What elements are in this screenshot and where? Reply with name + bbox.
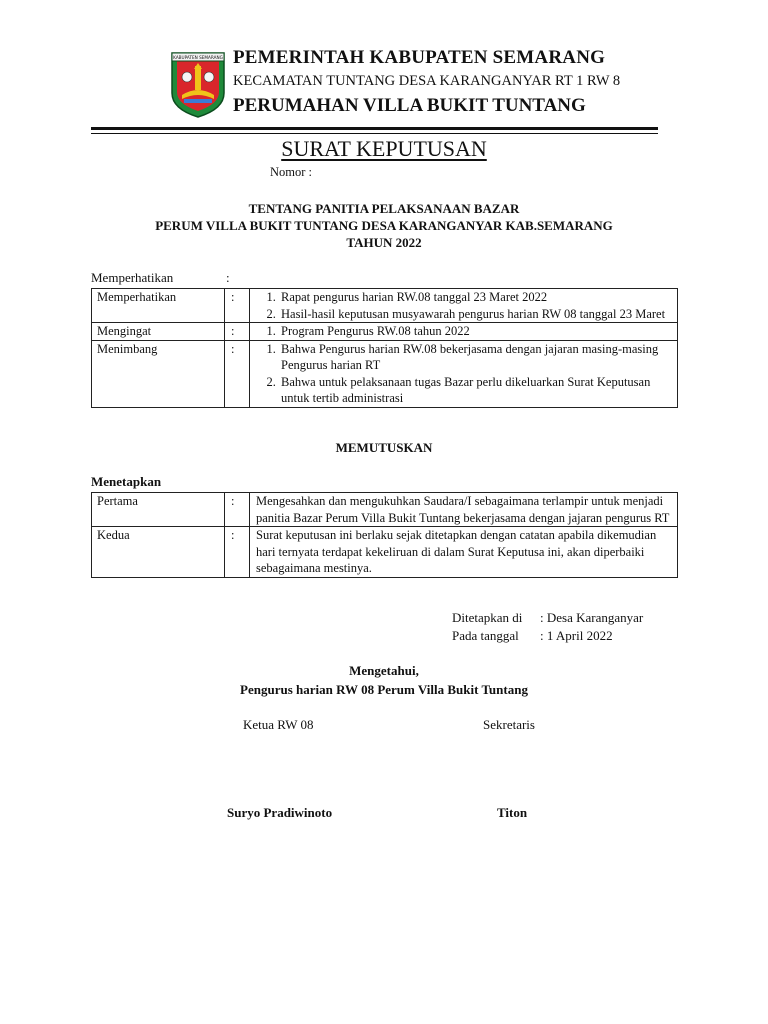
svg-text:KABUPATEN SEMARANG: KABUPATEN SEMARANG bbox=[173, 55, 223, 60]
table-row bbox=[92, 340, 678, 407]
list-item: 1. Program Pengurus RW.08 tahun 2022 bbox=[279, 323, 672, 340]
document-title-wrap bbox=[0, 136, 768, 162]
acknowledgement-line-2: Pengurus harian RW 08 Perum Villa Bukit Tuntang bbox=[240, 682, 528, 697]
subject-line-2: PERUM VILLA BUKIT TUNTANG DESA KARANGANYAR KAB.SEMARANG bbox=[155, 218, 613, 233]
decisions-table bbox=[91, 492, 678, 578]
row-colon: : bbox=[225, 340, 250, 407]
letterhead-address: KECAMATAN TUNTANG DESA KARANGANYAR RT 1 RW 8 bbox=[233, 73, 621, 89]
letterhead-divider-thick bbox=[91, 127, 658, 130]
list-item: 1. Bahwa Pengurus harian RW.08 bekerjasama dengan jajaran masing-masing Pengurus harian RT bbox=[279, 341, 672, 374]
numbered-list bbox=[255, 289, 672, 322]
numbered-list bbox=[255, 323, 672, 340]
signatory-role-chair: Ketua RW 08 bbox=[243, 717, 314, 732]
row-label: Mengingat bbox=[92, 323, 225, 341]
enactment-place-value: : Desa Karanganyar bbox=[540, 610, 644, 625]
signatory-name-secretary: Titon bbox=[497, 805, 528, 820]
row-content: Mengesahkan dan mengukuhkan Saudara/I sebagaimana terlampir untuk menjadi panitia Bazar Perum Villa Bukit Tuntang bekerjasama dengan jajaran pengurus RT bbox=[250, 493, 678, 527]
row-colon: : bbox=[225, 527, 250, 578]
row-content bbox=[250, 289, 678, 323]
considerations-table bbox=[91, 288, 678, 408]
row-label: Kedua bbox=[92, 527, 225, 578]
row-colon: : bbox=[225, 493, 250, 527]
subject-line-1: TENTANG PANITIA PELAKSANAAN BAZAR bbox=[248, 201, 520, 216]
document-subject bbox=[0, 200, 768, 251]
letterhead-housing-name: PERUMAHAN VILLA BUKIT TUNTANG bbox=[233, 95, 586, 116]
row-content: Surat keputusan ini berlaku sejak ditetapkan dengan catatan apabila dikemudian hari ternyata terdapat kekeliruan di dalam Surat Keputusa ini, akan diperbaiki sebagaimana mestinya. bbox=[250, 527, 678, 578]
row-content bbox=[250, 323, 678, 341]
table-row bbox=[92, 289, 678, 323]
letterhead-divider-thin bbox=[91, 133, 658, 134]
subject-line-3: TAHUN 2022 bbox=[346, 235, 422, 250]
row-label: Menimbang bbox=[92, 340, 225, 407]
establish-label: Menetapkan bbox=[91, 474, 162, 489]
list-item: 1. Rapat pengurus harian RW.08 tanggal 23 Maret 2022 bbox=[279, 289, 672, 306]
enactment-date-value: : 1 April 2022 bbox=[540, 628, 613, 643]
list-item: 2. Bahwa untuk pelaksanaan tugas Bazar perlu dikeluarkan Surat Keputusan untuk tertib administrasi bbox=[279, 374, 672, 407]
kabupaten-semarang-emblem-logo bbox=[170, 49, 226, 119]
row-colon: : bbox=[225, 289, 250, 323]
document-number-label: Nomor : bbox=[270, 165, 313, 179]
row-label: Memperhatikan bbox=[92, 289, 225, 323]
table-row bbox=[92, 527, 678, 578]
list-item: 2. Hasil-hasil keputusan musyawarah pengurus harian RW 08 tanggal 23 Maret bbox=[279, 306, 672, 323]
numbered-list bbox=[255, 341, 672, 407]
signatory-role-secretary: Sekretaris bbox=[483, 717, 535, 732]
signatory-name-chair: Suryo Pradiwinoto bbox=[227, 805, 333, 820]
enactment-date-label: Pada tanggal bbox=[452, 628, 519, 643]
decide-heading: MEMUTUSKAN bbox=[335, 440, 433, 455]
row-label: Pertama bbox=[92, 493, 225, 527]
table-row bbox=[92, 493, 678, 527]
row-colon: : bbox=[225, 323, 250, 341]
document-title: SURAT KEPUTUSAN bbox=[281, 136, 487, 161]
table-row bbox=[92, 323, 678, 341]
acknowledgement-line-1: Mengetahui, bbox=[349, 663, 419, 678]
consider-section-colon: : bbox=[226, 270, 230, 285]
row-content bbox=[250, 340, 678, 407]
enactment-place-label: Ditetapkan di bbox=[452, 610, 523, 625]
consider-section-label: Memperhatikan bbox=[91, 270, 174, 285]
letterhead-government-name: PEMERINTAH KABUPATEN SEMARANG bbox=[233, 47, 606, 68]
